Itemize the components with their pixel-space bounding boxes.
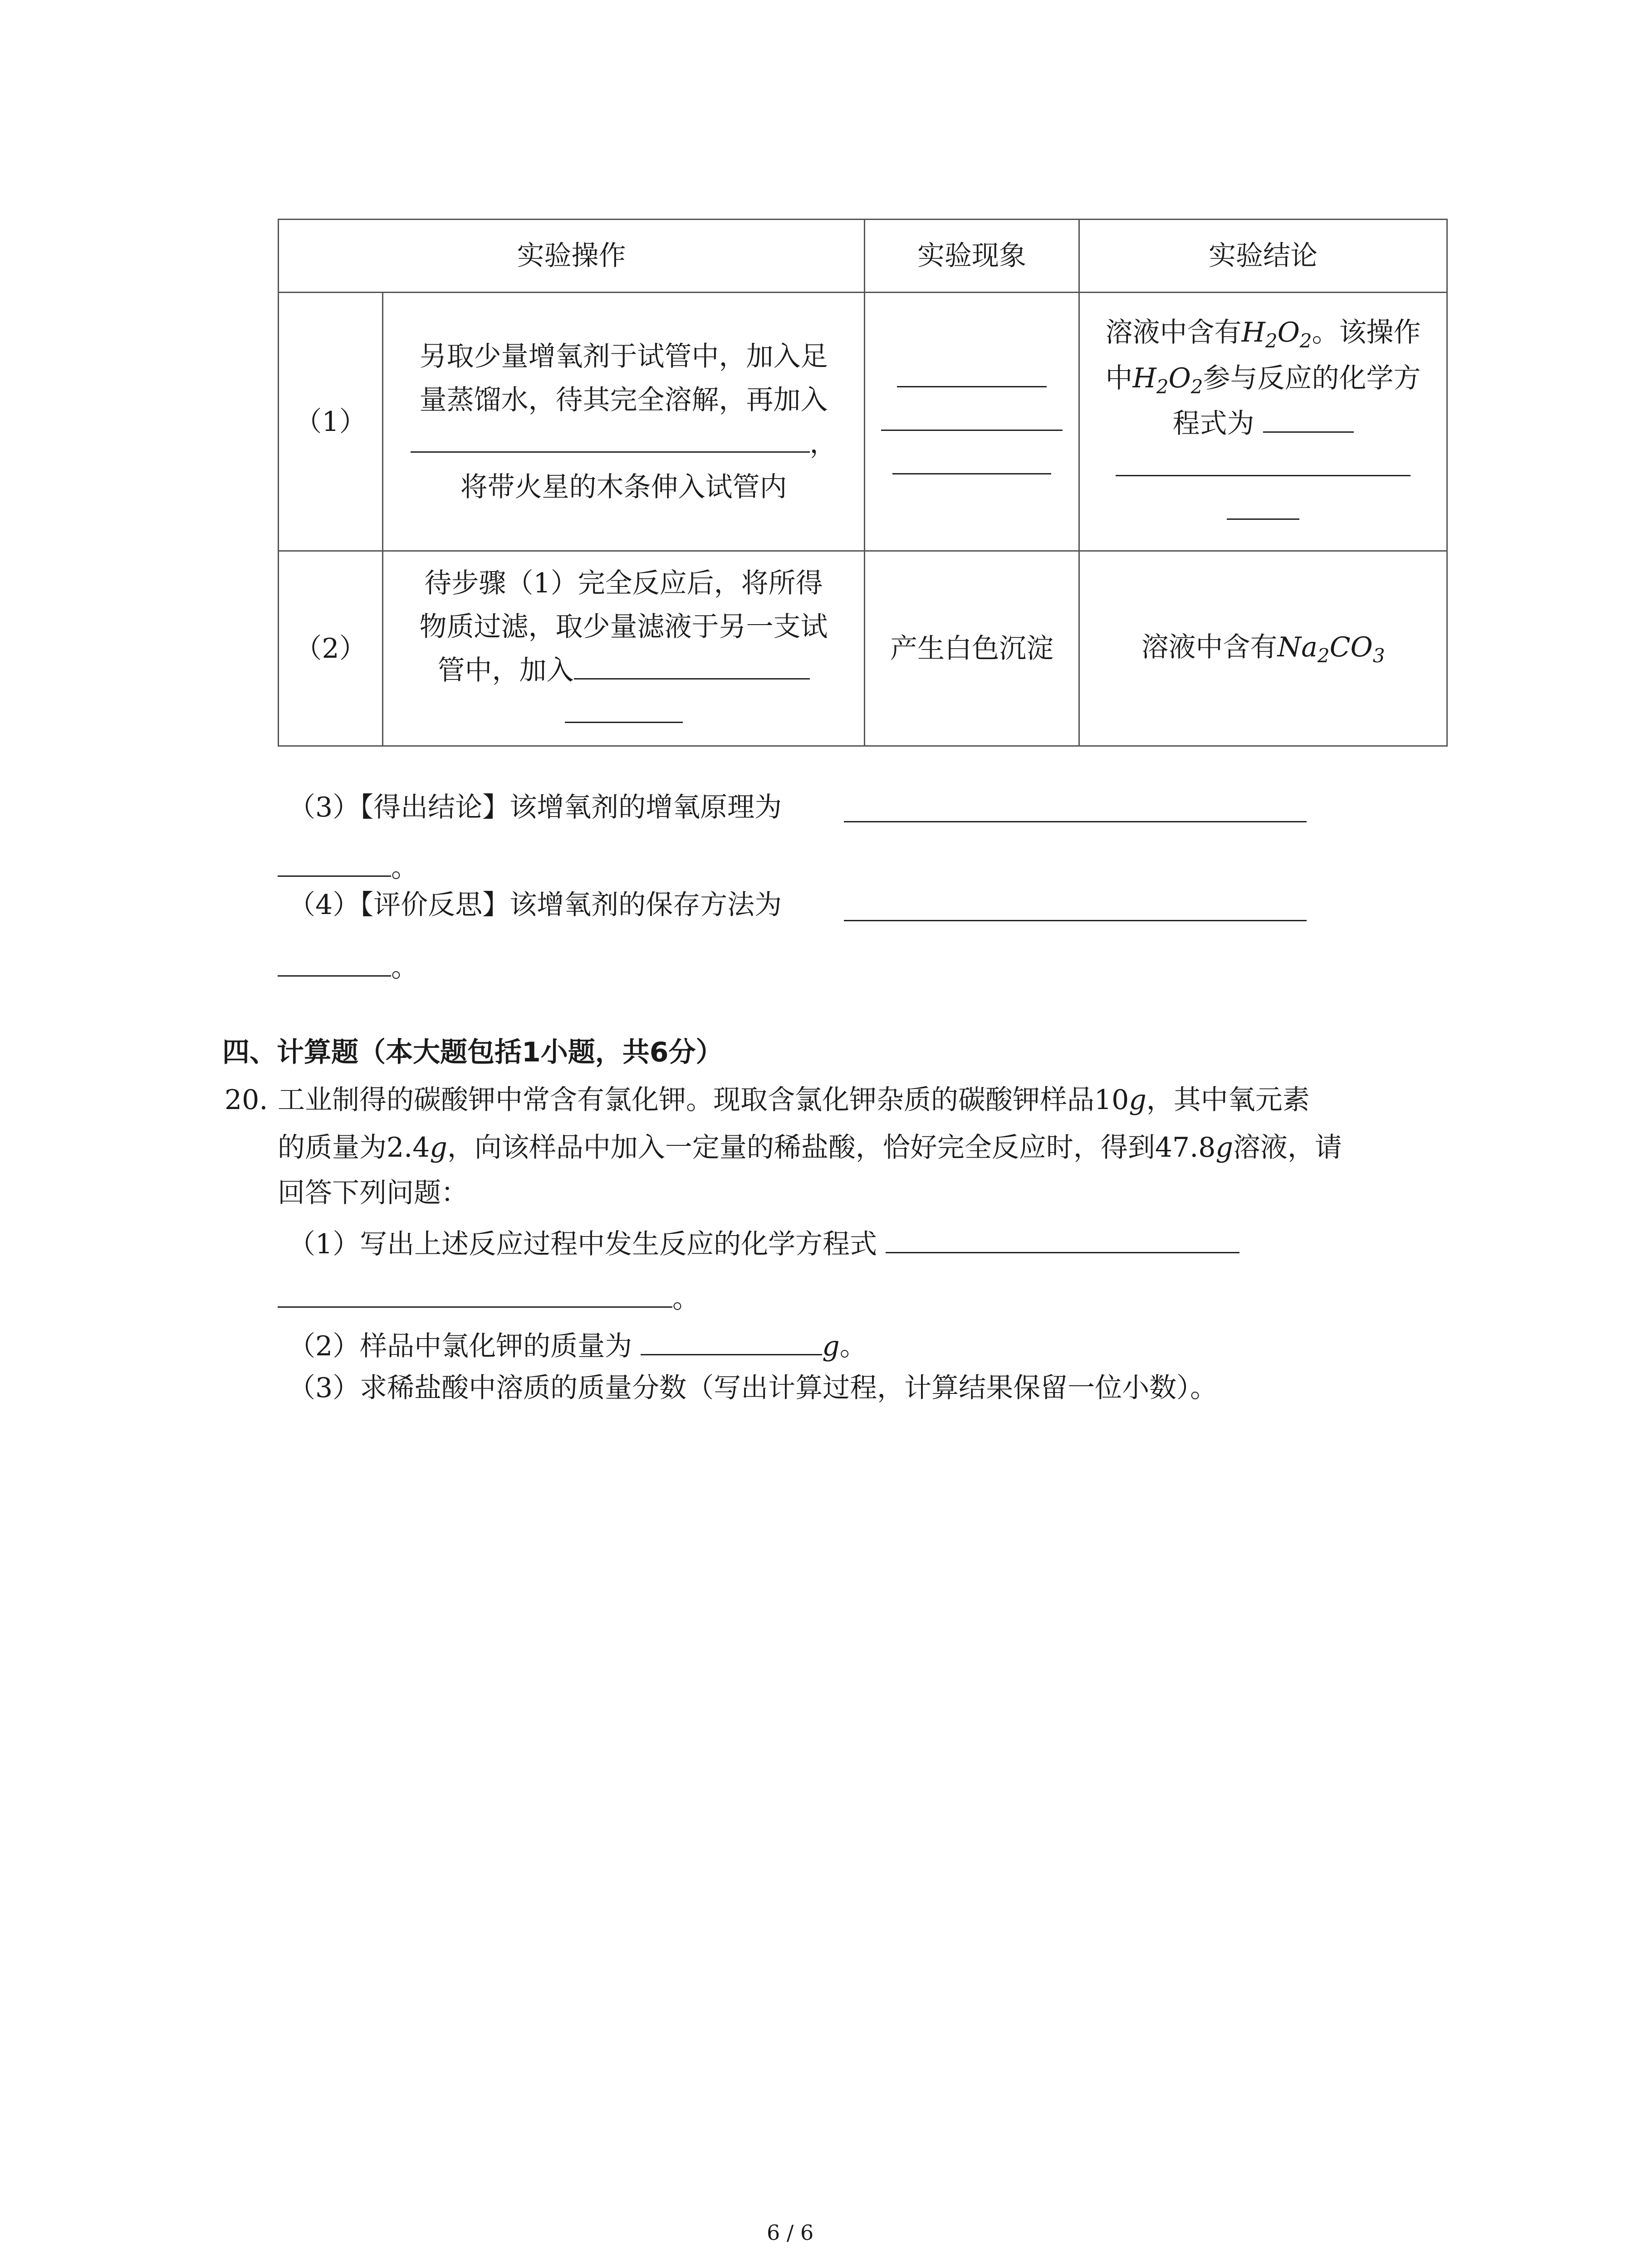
phenomenon-cell: 产生白色沉淀 [865,551,1079,746]
operation-cell [383,551,865,746]
formula-h2o2: $H_2O_2$ [1132,362,1203,398]
operation-text: 另取少量增氧剂于试管中，加入足 [419,340,828,372]
question-4 [288,891,782,919]
answer-blank[interactable] [844,821,1307,822]
header-operation: 实验操作 [279,220,865,293]
question-20-line2: 的质量为2.4g，向该样品中加入一定量的稀盐酸，恰好完全反应时，得到47.8g溶液，请 [278,1132,1342,1163]
operation-text: 管中，加入 [437,654,574,686]
question-text: （3）【得出结论】该增氧剂的增氧原理为 [288,792,782,823]
answer-blank[interactable] [565,694,683,723]
operation-text: 量蒸馏水，待其完全溶解，再加入 [419,384,828,416]
question-20-sub1-cont: 。 [278,1279,700,1312]
table-row [279,293,1447,551]
experiment-table [278,219,1448,747]
question-20-sub1: （1）写出上述反应过程中发生反应的化学方程式 [288,1225,1239,1258]
answer-blank[interactable] [892,446,1051,474]
table-header-row [279,220,1447,293]
question-3 [288,794,782,821]
page-number: 6 / 6 [767,2220,814,2245]
formula-h2o2: $H_2O_2$ [1241,317,1312,352]
answer-blank[interactable] [411,424,810,453]
answer-blank[interactable] [881,402,1063,431]
header-conclusion: 实验结论 [1079,220,1447,293]
conclusion-cell [1079,293,1447,551]
conclusion-text: 中 [1105,362,1133,394]
section-heading: 四、计算题（本大题包括1小题，共6分） [222,1036,723,1068]
question-20-sub3: （3）求稀盐酸中溶质的质量分数（写出计算过程，计算结果保留一位小数）。 [288,1372,1218,1404]
phenomenon-cell [865,293,1079,551]
operation-text: 待步骤（1）完全反应后，将所得 [424,567,823,599]
operation-text: 将带火星的木条伸入试管内 [460,471,787,503]
operation-text: 物质过滤，取少量滤液于另一支试 [419,611,828,643]
header-phenomenon: 实验现象 [865,220,1079,293]
answer-blank[interactable] [278,1279,672,1308]
operation-cell [383,293,865,551]
answer-blank[interactable] [1227,491,1299,520]
conclusion-text: 程式为 [1172,407,1254,440]
conclusion-text: 溶液中含有 [1105,317,1242,349]
answer-blank[interactable] [886,1225,1239,1253]
conclusion-cell [1079,551,1447,746]
question-text: （4）【评价反思】该增氧剂的保存方法为 [288,889,782,921]
answer-blank[interactable] [278,848,391,877]
question-20-sub2: （2）样品中氯化钾的质量为 g。 [288,1327,867,1360]
conclusion-text: 溶液中含有 [1141,631,1278,664]
formula-na2co3: $Na_2CO_3$ [1277,631,1385,667]
answer-blank[interactable] [1116,448,1411,476]
answer-blank[interactable] [897,359,1047,387]
comma: ， [809,427,837,459]
conclusion-text: 。该操作 [1312,317,1421,349]
step-label: （1） [279,293,383,551]
table-row [279,551,1447,746]
answer-blank[interactable] [844,920,1307,921]
question-20-line3: 回答下列问题： [278,1177,468,1209]
step-label: （2） [279,551,383,746]
answer-blank[interactable] [1263,404,1354,433]
answer-blank[interactable] [641,1327,822,1355]
question-3-cont: 。 [278,848,418,881]
answer-blank[interactable] [278,948,391,977]
question-20-line1: 工业制得的碳酸钾中常含有氯化钾。现取含氯化钾杂质的碳酸钾样品10g，其中氧元素 [278,1084,1310,1116]
question-number: 20. [225,1084,268,1116]
conclusion-text: 参与反应的化学方 [1203,362,1421,394]
question-4-cont: 。 [278,948,418,981]
answer-blank[interactable] [574,651,810,679]
